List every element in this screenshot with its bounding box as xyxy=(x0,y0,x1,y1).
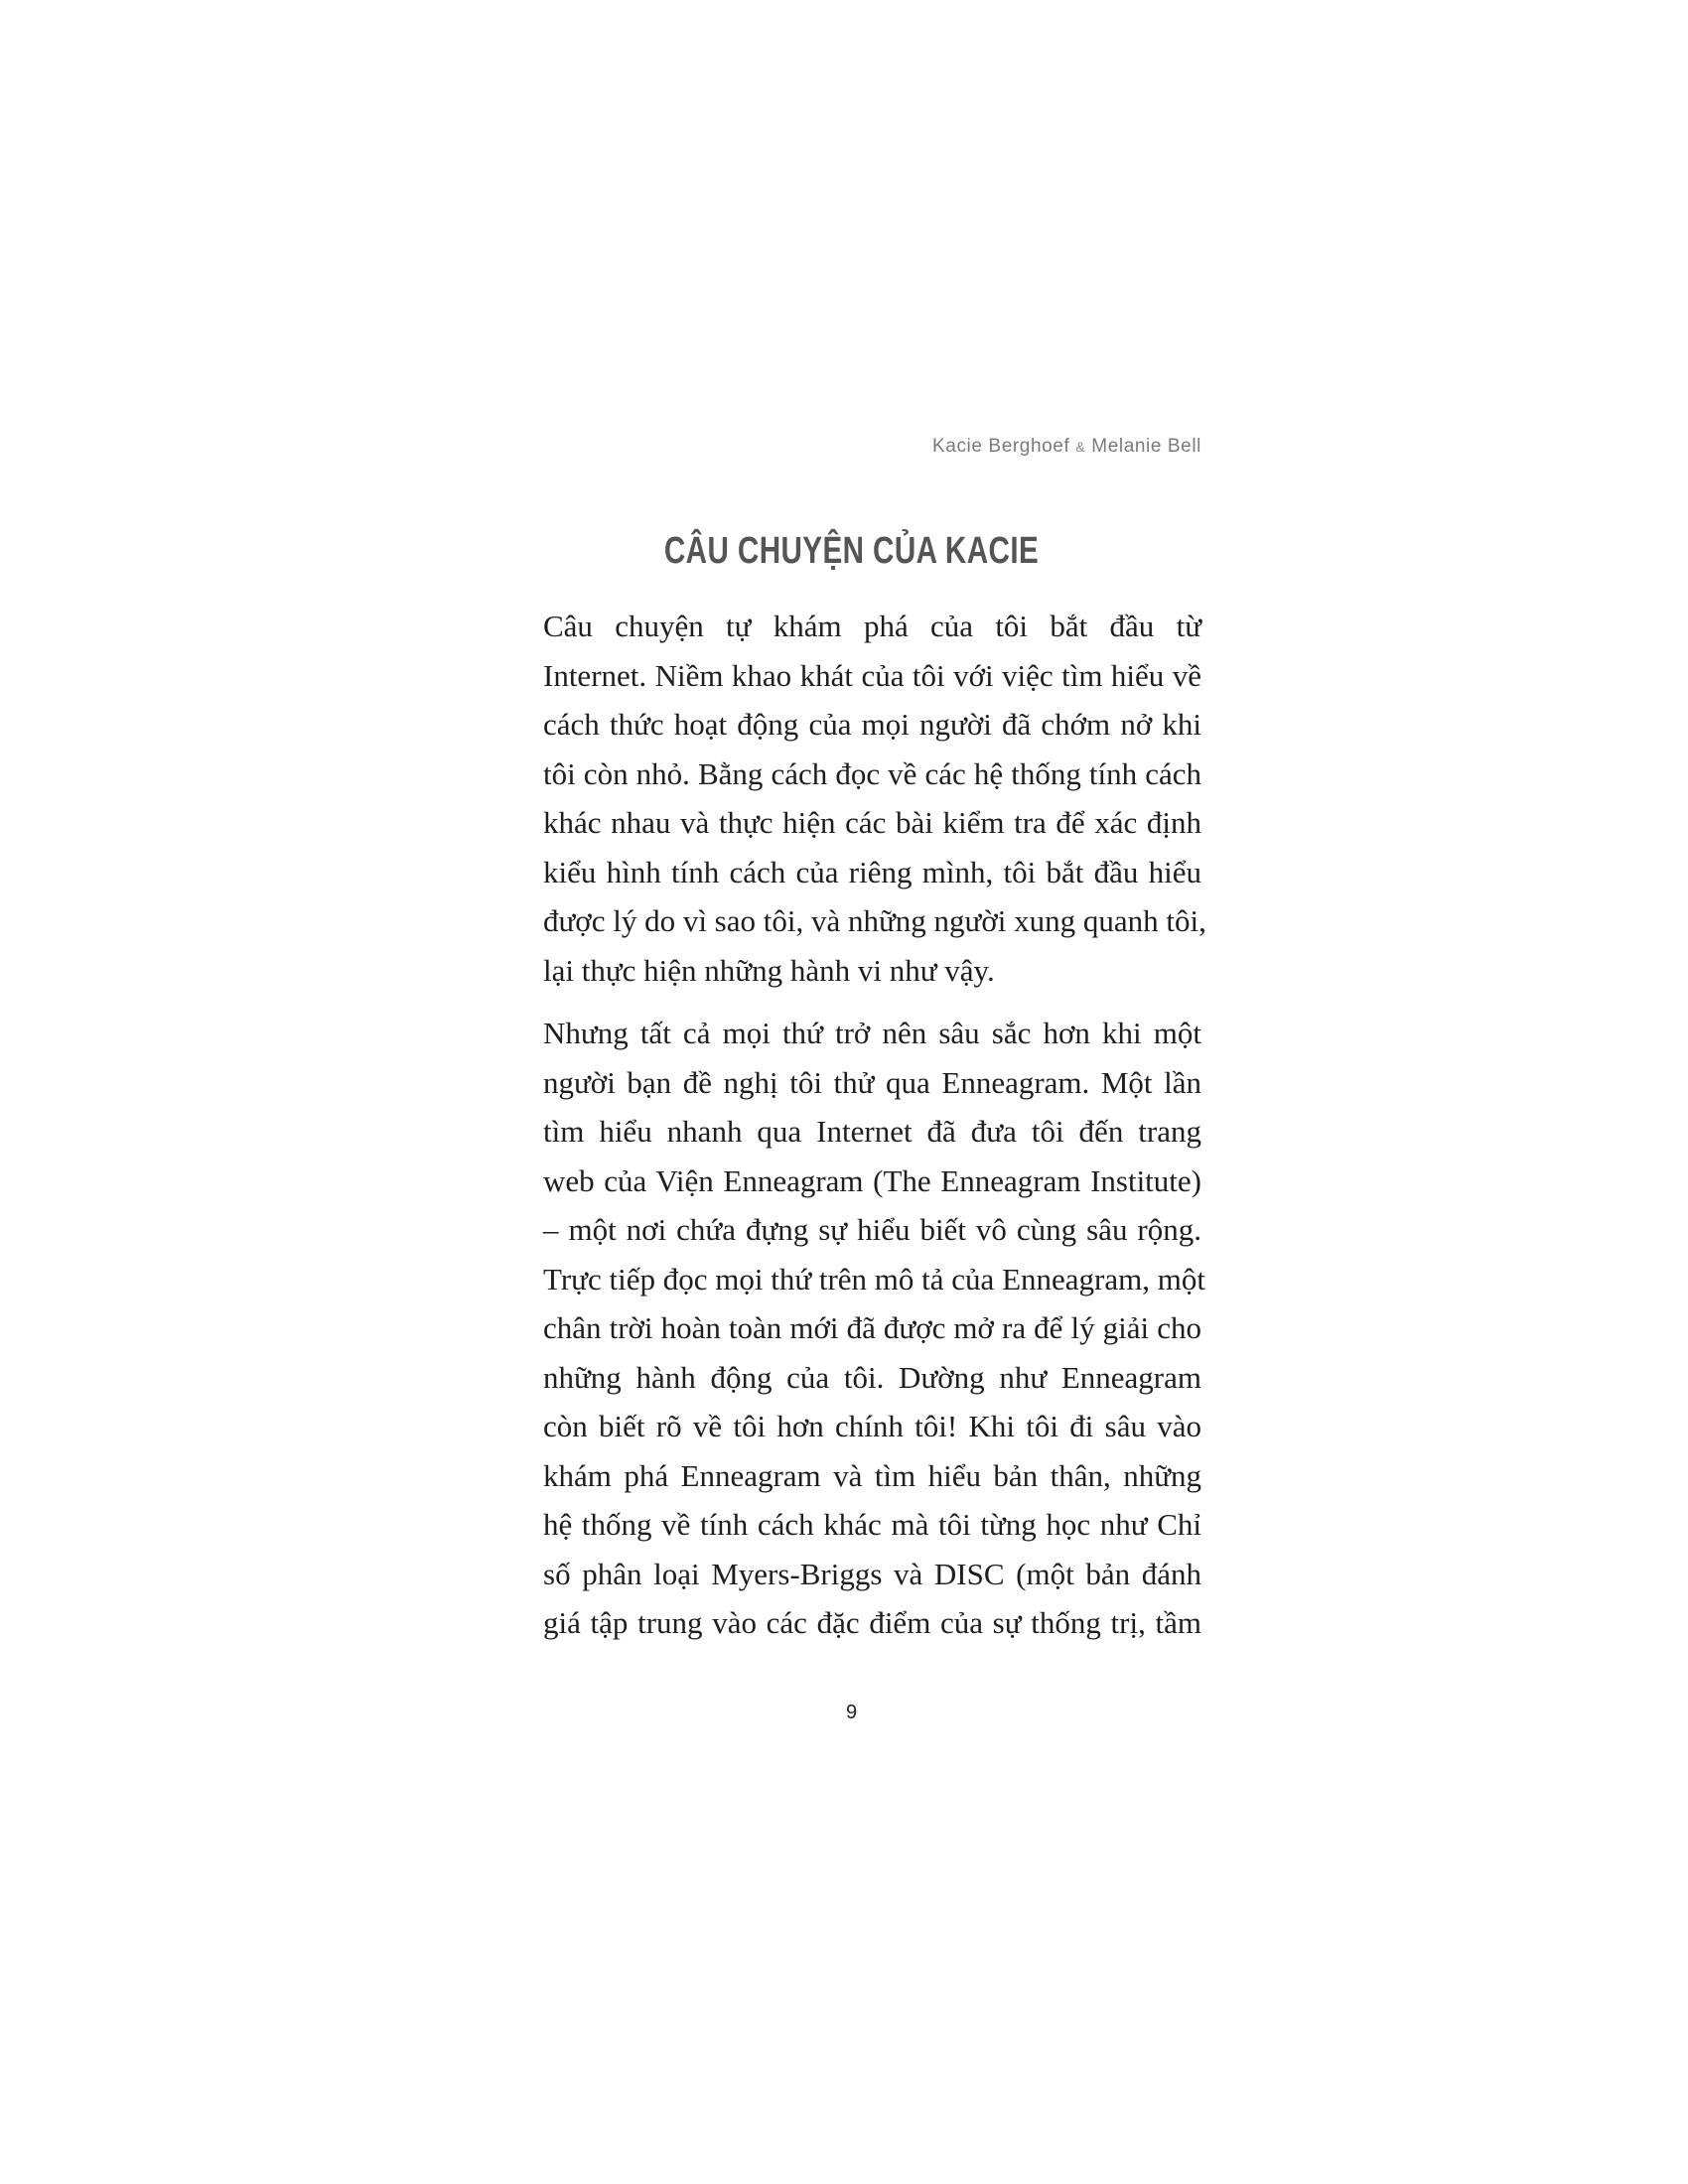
chapter-title: CÂU CHUYỆN CỦA KACIE xyxy=(663,530,1040,572)
paragraph-1 xyxy=(501,602,1206,995)
text-line: Trực tiếp đọc mọi thứ trên mô tả của Enneagram, một xyxy=(543,1261,1205,1297)
text-line: còn biết rõ về tôi hơn chính tôi! Khi tôi đi sâu vào xyxy=(543,1409,1201,1443)
paragraph-2 xyxy=(501,1009,1205,1648)
text-line: kiểu hình tính cách của riêng mình, tôi bắt đầu hiểu xyxy=(543,854,1201,889)
text-line: số phân loại Myers-Briggs và DISC (một bản đánh xyxy=(543,1556,1201,1591)
text-line: được lý do vì sao tôi, và những người xung quanh tôi, xyxy=(543,903,1206,938)
text-line: khám phá Enneagram và tìm hiểu bản thân, những xyxy=(543,1457,1201,1493)
ampersand: & xyxy=(1075,439,1086,455)
text-line: lại thực hiện những hành vi như vậy. xyxy=(543,952,995,988)
text-line: tôi còn nhỏ. Bằng cách đọc về các hệ thống tính cách xyxy=(543,755,1201,791)
text-line: web của Viện Enneagram (The Enneagram Institute) xyxy=(543,1162,1201,1198)
text-line: tìm hiểu nhanh qua Internet đã đưa tôi đến trang xyxy=(543,1114,1201,1149)
page-number: 9 xyxy=(845,1702,858,1723)
text-line: giá tập trung vào các đặc điểm của sự thống trị, tầm xyxy=(543,1605,1201,1640)
text-line: những hành động của tôi. Dường như Enneagram xyxy=(543,1359,1201,1395)
text-line: Câu chuyện tự khám phá của tôi bắt đầu từ xyxy=(543,609,1201,643)
text-line: Nhưng tất cả mọi thứ trở nên sâu sắc hơn khi một xyxy=(543,1016,1201,1050)
text-line: hệ thống về tính cách khác mà tôi từng học như Chỉ xyxy=(543,1507,1201,1542)
text-line: cách thức hoạt động của mọi người đã chớm nở khi xyxy=(543,707,1201,742)
text-line: Internet. Niềm khao khát của tôi với việc tìm hiểu về xyxy=(543,657,1201,693)
body-text xyxy=(501,602,1206,1662)
author-name-2: Melanie Bell xyxy=(1091,436,1201,457)
text-line: chân trời hoàn toàn mới đã được mở ra để lý giải cho xyxy=(543,1310,1201,1345)
running-head-authors xyxy=(932,435,1201,459)
text-line: khác nhau và thực hiện các bài kiểm tra để xác định xyxy=(543,805,1201,840)
author-name-1: Kacie Berghoef xyxy=(932,436,1070,457)
text-line: – một nơi chứa đựng sự hiểu biết vô cùng sâu rộng. xyxy=(543,1212,1201,1247)
text-line: người bạn đề nghị tôi thử qua Enneagram. Một lần xyxy=(543,1064,1201,1100)
